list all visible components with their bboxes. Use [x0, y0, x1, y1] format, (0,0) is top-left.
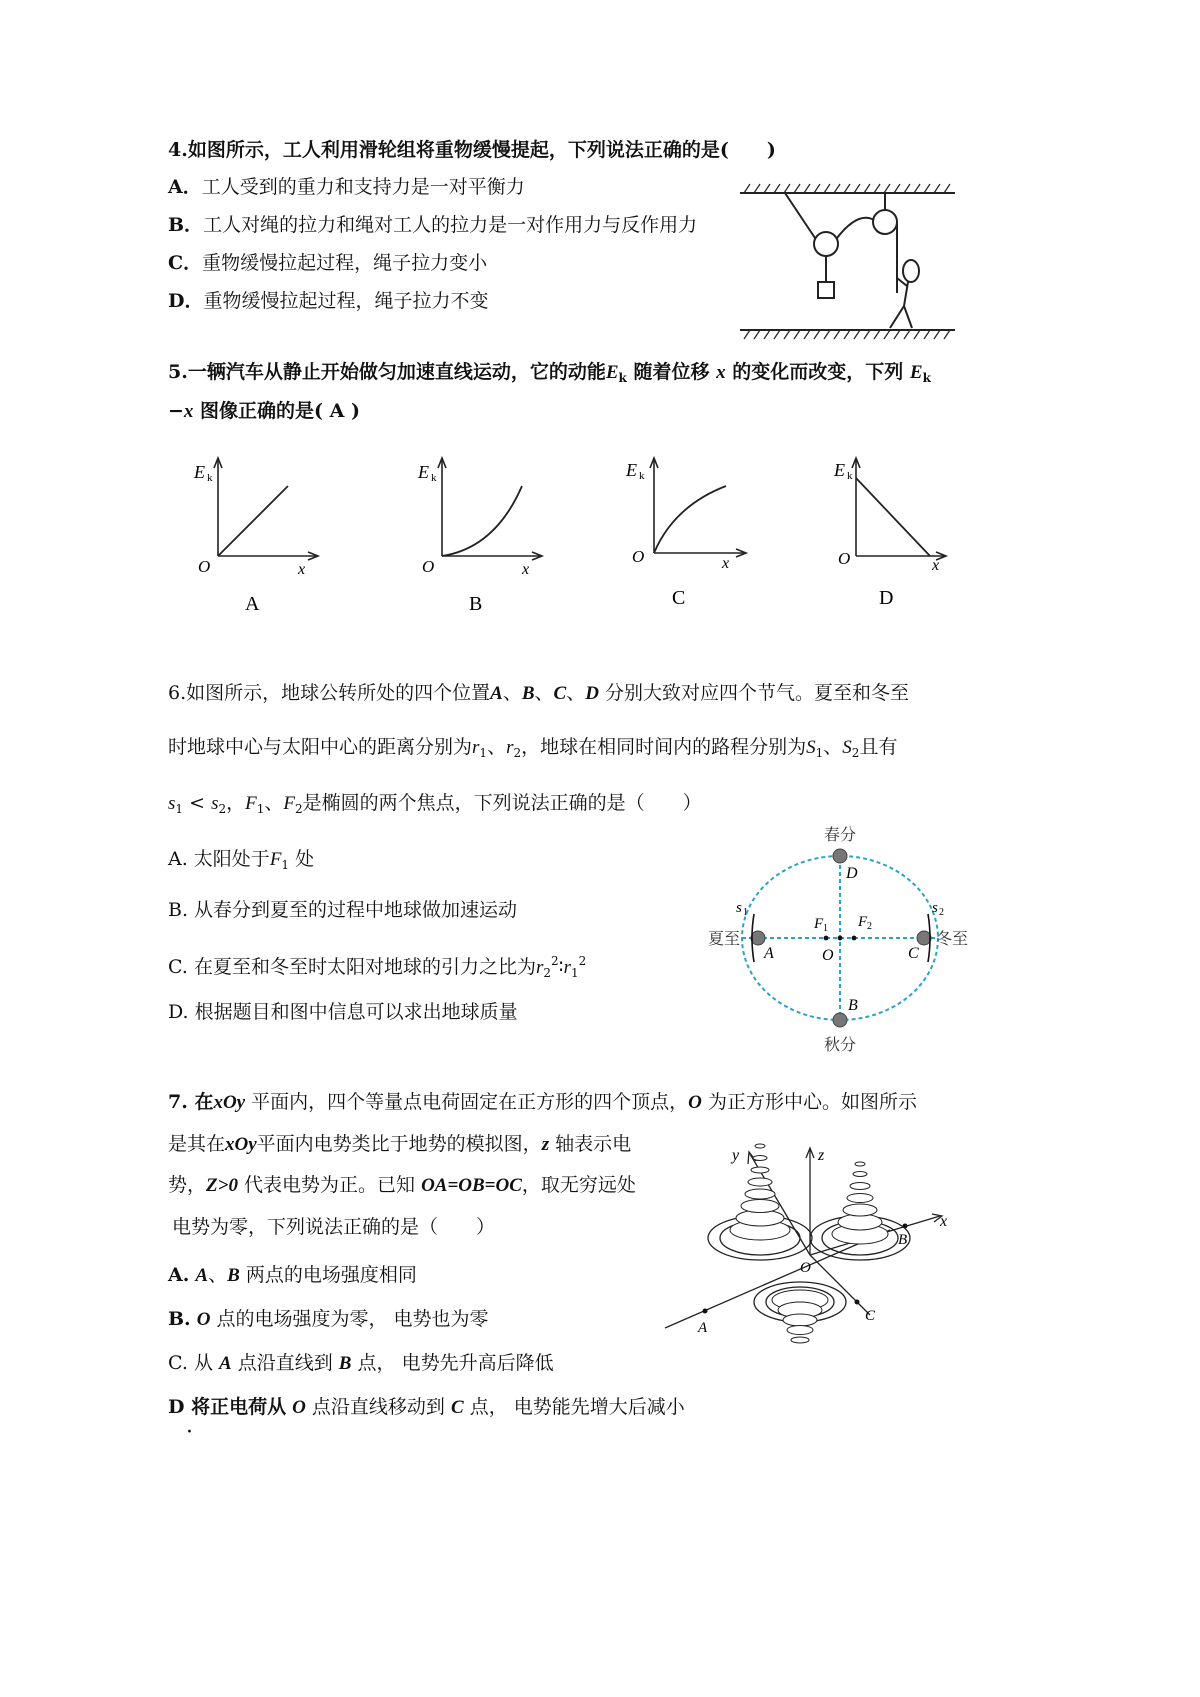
option-text: A. 太阳处于: [168, 848, 270, 870]
subscript: 1: [815, 746, 824, 760]
x-symbol: x: [716, 362, 726, 383]
q4-stem: 4.如图所示，工人利用滑轮组将重物缓慢提起，下列说法正确的是( ): [168, 139, 776, 161]
q5-stem-text: 随着位移: [633, 361, 710, 383]
label-f1: F: [814, 916, 824, 932]
point-b-label: B: [898, 1232, 908, 1248]
xoy-symbol: xOy: [213, 1092, 246, 1113]
label-f1-sub: 1: [823, 923, 828, 934]
q7-stem-text: 轴表示电: [555, 1133, 632, 1155]
option-letter: A.: [168, 1264, 190, 1286]
separator: 、: [534, 682, 554, 704]
x-label: x: [298, 561, 306, 578]
point-c-label: C: [865, 1308, 876, 1324]
label-winter: 冬至: [936, 929, 969, 948]
q7-option-d[interactable]: [168, 1394, 685, 1421]
weight-block: [818, 282, 834, 298]
curve-concave-down: [654, 486, 726, 553]
q4-option-a[interactable]: [168, 174, 525, 200]
option-text: 点， 电势能先增大后减小: [469, 1396, 685, 1418]
fixed-pulley: [873, 210, 897, 234]
option-text: 点的电场强度为零， 电势也为零: [216, 1308, 489, 1330]
point-a: A: [195, 1265, 209, 1286]
earth-winter: [917, 931, 931, 945]
floor-hatch: [744, 330, 950, 339]
axis-z-label: z: [818, 1147, 825, 1164]
o-symbol: O: [688, 1092, 702, 1113]
q6-stem-text: 6.如图所示，地球公转所处的四个位置: [168, 682, 491, 704]
option-letter: C．: [168, 252, 203, 274]
curve-decreasing: [856, 478, 930, 556]
label-b: B: [848, 997, 858, 1014]
s-symbol: S: [806, 737, 816, 758]
point-b: B: [338, 1353, 352, 1374]
subscript: 2: [513, 746, 522, 760]
earth-summer: [751, 931, 765, 945]
q7-stem-line4: 电势为零，下列说法正确的是（ ）: [172, 1216, 496, 1238]
ek-symbol: E: [909, 362, 923, 383]
option-text: 两点的电场强度相同: [245, 1264, 417, 1286]
q7-option-a[interactable]: [168, 1262, 417, 1289]
q7-stem-line2: [168, 1131, 631, 1158]
s-symbol: s: [168, 793, 176, 814]
subscript: 1: [281, 858, 290, 872]
label-f2: F: [858, 914, 868, 930]
q6-option-c[interactable]: [168, 948, 586, 986]
q6-stem-text: 是椭圆的两个焦点，下列说法正确的是（ ）: [302, 792, 702, 814]
option-text: C. 从: [168, 1352, 213, 1374]
q5-stem-text: 图像正确的是( A ): [200, 400, 360, 422]
point-b: B: [521, 683, 535, 704]
comma: ，: [226, 792, 246, 814]
label-spring: 春分: [824, 825, 857, 844]
separator: 、: [264, 792, 284, 814]
o-symbol: O: [292, 1397, 306, 1418]
label-s1: s: [736, 900, 742, 916]
option-text: 工人对绳的拉力和绳对工人的拉力是一对作用力与反作用力: [203, 214, 698, 236]
x-symbol: x: [183, 401, 194, 422]
less-than: <: [189, 792, 206, 814]
label-o: O: [822, 947, 834, 964]
r-symbol: r: [472, 737, 480, 758]
point-b-dot: [903, 1224, 908, 1229]
z-condition: Z>0: [206, 1175, 238, 1196]
q4-option-d[interactable]: [168, 288, 489, 314]
option-letter: B.: [168, 1308, 191, 1330]
option-letter: D．: [168, 290, 204, 312]
minus-sign: −: [168, 400, 184, 422]
f-symbol: F: [283, 793, 295, 814]
graph-label: D: [879, 587, 894, 609]
center-o: [838, 936, 843, 941]
earth-spring: [833, 849, 847, 863]
x-label: x: [722, 555, 730, 572]
label-s1-sub: 1: [743, 907, 748, 918]
point-a: A: [490, 683, 503, 704]
graph-label: C: [672, 587, 686, 609]
earth-autumn: [833, 1013, 847, 1027]
ceiling-hatch: [744, 184, 950, 193]
q6-stem-text: 分别大致对应四个节气。夏至和冬至: [605, 682, 910, 704]
q7-stem-text: ，取无穷远处: [521, 1174, 636, 1196]
peak-right: [832, 1162, 888, 1244]
point-c-dot: [855, 1300, 860, 1305]
ek-subscript: k: [922, 371, 931, 385]
q5-stem-text: 5.一辆汽车从静止开始做匀加速直线运动，它的动能: [168, 361, 606, 383]
superscript: 2: [551, 954, 559, 968]
q5-stem-text: 的变化而改变，下列: [732, 361, 904, 383]
s-symbol: s: [211, 793, 219, 814]
q7-stem-text: 7. 在: [168, 1091, 214, 1113]
r-symbol: r: [563, 957, 571, 978]
q5-stem-line2: [168, 398, 360, 425]
point-a-label: A: [698, 1320, 708, 1336]
xoy-symbol: xOy: [225, 1134, 257, 1155]
option-text: 点沿直线到: [237, 1352, 333, 1374]
origin-label: O: [800, 1260, 811, 1276]
label-d: D: [846, 865, 858, 882]
y-label: E: [626, 460, 637, 480]
label-summer: 夏至: [708, 929, 741, 948]
label-a: A: [764, 945, 774, 962]
focus-f1: [824, 936, 829, 941]
subscript: 1: [175, 802, 184, 816]
origin-label: O: [838, 549, 851, 568]
label-c: C: [908, 945, 919, 962]
y-label-sub: k: [431, 472, 437, 484]
distance-equation: OA=OB=OC: [421, 1175, 522, 1196]
q7-stem-line1: [168, 1089, 917, 1116]
q6-stem-text: 且有: [859, 736, 898, 758]
label-s2-sub: 2: [939, 907, 944, 918]
y-label-sub: k: [639, 470, 645, 482]
f-symbol: F: [245, 793, 257, 814]
y-label: E: [834, 460, 845, 480]
subscript: 1: [571, 966, 579, 980]
well-bottom: [772, 1290, 828, 1343]
subscript: 2: [295, 802, 303, 816]
q7-stem-text: 平面内电势类比于地势的模拟图，: [256, 1133, 542, 1155]
option-text: 处: [295, 848, 315, 870]
q7-option-c[interactable]: [168, 1350, 554, 1377]
origin-label: O: [198, 557, 211, 576]
q7-stem-text: 是其在: [168, 1133, 226, 1155]
subscript: 2: [851, 746, 860, 760]
rope-left: [785, 193, 815, 238]
graph-b[interactable]: [400, 448, 600, 623]
separator: 、: [208, 1264, 228, 1286]
q6-option-a[interactable]: [168, 846, 314, 878]
separator: 、: [566, 682, 586, 704]
graph-d[interactable]: [824, 448, 994, 623]
rope-middle: [837, 218, 874, 238]
point-c: C: [553, 683, 567, 704]
graph-label: B: [469, 593, 483, 615]
q7-stem-text: 代表电势为正。已知: [244, 1174, 416, 1196]
f-symbol: F: [269, 849, 282, 870]
o-symbol: O: [196, 1309, 211, 1330]
separator: 、: [823, 736, 843, 758]
point-b: B: [227, 1265, 240, 1286]
option-letter: A．: [168, 176, 202, 198]
q6-stem-text: ，地球在相同时间内的路程分别为: [521, 736, 807, 758]
y-label-sub: k: [847, 470, 853, 482]
q4-option-c[interactable]: [168, 250, 487, 276]
y-label: E: [418, 462, 429, 482]
superscript: 2: [578, 954, 587, 968]
label-f2-sub: 2: [867, 921, 872, 932]
subscript: 1: [479, 746, 488, 760]
potential-figure: [660, 1130, 960, 1360]
q6-stem-line3: [168, 790, 702, 822]
z-symbol: z: [541, 1134, 550, 1155]
label-autumn: 秋分: [824, 1035, 857, 1054]
s-symbol: S: [842, 737, 852, 758]
q4-option-b[interactable]: [168, 212, 697, 238]
curve-concave-up: [442, 486, 522, 556]
worker-head: [903, 260, 919, 282]
graph-label: A: [245, 593, 260, 615]
r-symbol: r: [506, 737, 514, 758]
r-symbol: r: [535, 957, 544, 978]
origin-label: O: [632, 547, 645, 566]
option-text: 重物缓慢拉起过程，绳子拉力变小: [202, 252, 488, 274]
point-d: D: [585, 683, 599, 704]
ratio-colon: ∶: [558, 956, 564, 978]
option-letter: B．: [168, 214, 204, 236]
curve-line: [218, 486, 288, 556]
worker-leg-2: [904, 306, 912, 328]
option-text: 工人受到的重力和支持力是一对平衡力: [201, 176, 525, 198]
q6-option-b[interactable]: B. 从春分到夏至的过程中地球做加速运动: [168, 899, 518, 921]
point-a: A: [219, 1353, 232, 1374]
worker-leg-1: [890, 306, 904, 328]
graph-c[interactable]: [612, 448, 812, 623]
option-text: 重物缓慢拉起过程，绳子拉力不变: [203, 290, 489, 312]
q6-stem-text: 时地球中心与太阳中心的距离分别为: [168, 736, 473, 758]
ek-subscript: k: [618, 371, 627, 385]
q6-stem-line1: [168, 680, 909, 707]
subscript: 2: [543, 966, 551, 980]
option-text: C. 在夏至和冬至时太阳对地球的引力之比为: [168, 956, 536, 978]
graph-a[interactable]: [176, 448, 376, 623]
focus-f2: [852, 936, 857, 941]
axis-x-label: x: [940, 1213, 948, 1230]
point-a-dot: [703, 1309, 708, 1314]
q7-option-b[interactable]: [168, 1306, 489, 1333]
x-label: x: [932, 557, 940, 574]
ek-symbol: E: [605, 362, 619, 383]
subscript: 1: [256, 802, 265, 816]
label-s2: s: [932, 900, 938, 916]
option-text: D 将正电荷从: [168, 1396, 287, 1418]
y-label: E: [194, 462, 205, 482]
trailing-dot: ·: [186, 1420, 193, 1445]
axis-y-label: y: [732, 1147, 740, 1164]
x-label: x: [522, 561, 530, 578]
q6-option-d[interactable]: D. 根据题目和图中信息可以求出地球质量: [168, 1001, 518, 1023]
point-c: C: [450, 1397, 464, 1418]
q7-stem-line3: [168, 1172, 636, 1199]
orbit-diagram: [700, 820, 990, 1055]
pulley-figure: [730, 178, 960, 348]
y-label-sub: k: [207, 472, 213, 484]
movable-pulley: [814, 232, 838, 256]
q6-stem-line2: [168, 734, 897, 766]
q7-stem-text: 势，: [168, 1174, 207, 1196]
q5-stem-line1: [168, 359, 931, 391]
option-text: 点， 电势先升高后降低: [357, 1352, 554, 1374]
q7-stem-text: 为正方形中心。如图所示: [707, 1091, 917, 1113]
separator: 、: [502, 682, 522, 704]
subscript: 2: [218, 802, 227, 816]
q7-stem-text: 平面内，四个等量点电荷固定在正方形的四个顶点，: [251, 1091, 689, 1113]
separator: 、: [487, 736, 507, 758]
option-text: 点沿直线移动到: [311, 1396, 445, 1418]
origin-label: O: [422, 557, 435, 576]
